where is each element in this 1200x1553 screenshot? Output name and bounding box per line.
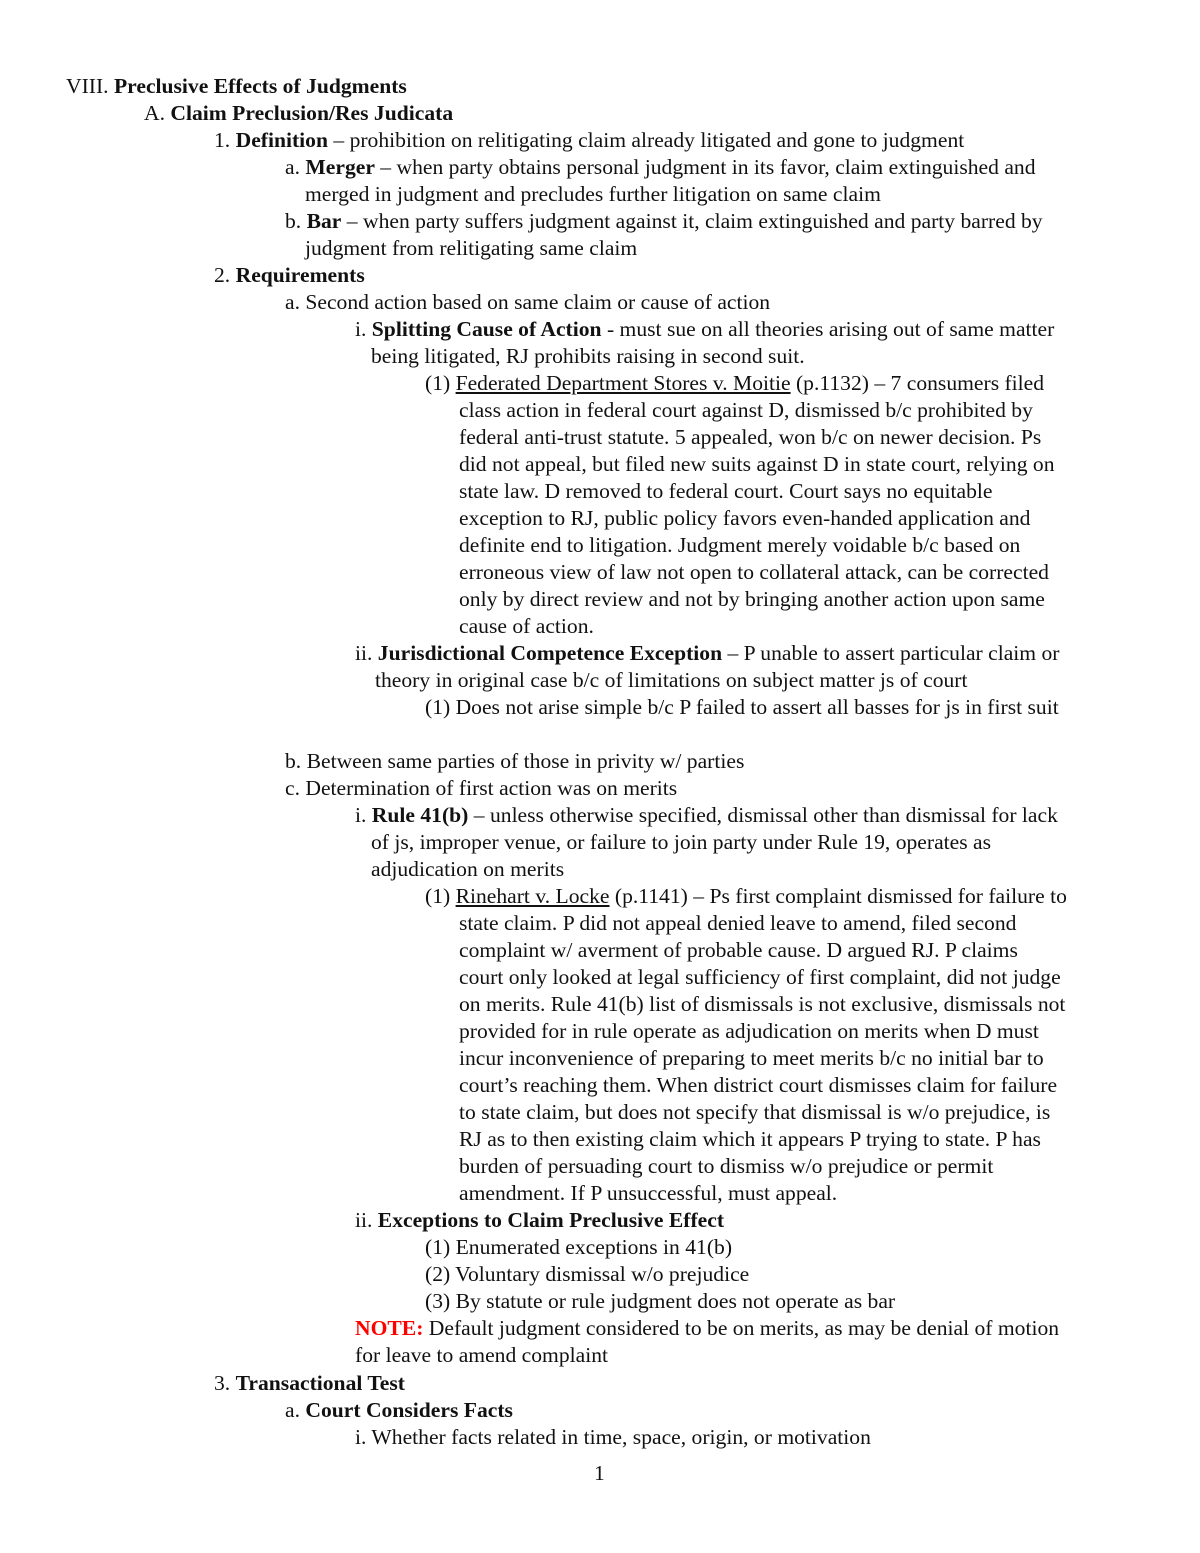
case-number: (1) (425, 884, 456, 908)
item-text: – P unable to assert particular claim or (722, 641, 1060, 665)
item-text: - must sue on all theories arising out of same matter (601, 317, 1055, 341)
item-term: Merger (305, 155, 375, 179)
heading-a (144, 100, 453, 127)
case-rinehart-line: incur inconvenience of preparing to meet merits b/c no initial bar to (459, 1046, 1044, 1070)
item-number: a. (285, 1398, 306, 1422)
case-moitie-line: federal anti-trust statute. 5 appealed, won b/c on newer decision. Ps (459, 425, 1042, 449)
item-splitting-cont: being litigated, RJ prohibits raising in second suit. (371, 344, 805, 368)
item-jurisdictional-cont: theory in original case b/c of limitations on subject matter js of court (375, 668, 968, 692)
page-number: 1 (594, 1461, 605, 1485)
item-term: Court Considers Facts (305, 1398, 513, 1422)
item-term: Requirements (235, 263, 365, 287)
item-term: Transactional Test (235, 1371, 405, 1395)
case-number: (1) (425, 371, 456, 395)
item-same-parties: b. Between same parties of those in privity w/ parties (285, 749, 745, 773)
case-name: Federated Department Stores v. Moitie (455, 371, 791, 395)
item-term: Splitting Cause of Action (371, 317, 602, 341)
item-rule-41b (355, 802, 1058, 829)
case-moitie-line: class action in federal court against D, dismissed b/c prohibited by (459, 398, 1033, 422)
item-number: ii. (355, 641, 378, 665)
item-term: Bar (306, 209, 342, 233)
item-on-merits: c. Determination of first action was on merits (285, 776, 678, 800)
item-bar-cont: judgment from relitigating same claim (305, 236, 638, 260)
exception-item: (3) By statute or rule judgment does not operate as bar (425, 1289, 896, 1313)
item-term: Definition (235, 128, 328, 152)
heading-number: VIII. (66, 74, 114, 98)
item-transactional-test (214, 1370, 405, 1397)
item-merger (285, 154, 1036, 181)
item-number: 3. (214, 1371, 236, 1395)
item-exceptions (355, 1207, 724, 1234)
case-text: (p.1141) – Ps first complaint dismissed for failure to (609, 884, 1067, 908)
item-term: Jurisdictional Competence Exception (377, 641, 723, 665)
item-merger-cont: merged in judgment and precludes further litigation on same claim (305, 182, 881, 206)
heading-title: Preclusive Effects of Judgments (113, 74, 407, 98)
case-moitie-line: only by direct review and not by bringing another action upon same (459, 587, 1045, 611)
case-rinehart (425, 883, 1067, 910)
item-number: 1. (214, 128, 236, 152)
item-number: b. (285, 209, 307, 233)
item-number: i. (355, 317, 372, 341)
item-definition (214, 127, 964, 154)
item-text: – when party obtains personal judgment in its favor, claim extinguished and (374, 155, 1036, 179)
case-rinehart-line: burden of persuading court to dismiss w/o prejudice or permit (459, 1154, 994, 1178)
item-number: ii. (355, 1208, 378, 1232)
item-number: i. (355, 803, 372, 827)
case-moitie-line: state law. D removed to federal court. Court says no equitable (459, 479, 993, 503)
case-moitie (425, 370, 1044, 397)
case-rinehart-line: court’s reaching them. When district court dismisses claim for failure (459, 1073, 1058, 1097)
case-rinehart-line: complaint w/ averment of probable cause. D argued RJ. P claims (459, 938, 1018, 962)
item-jurisdictional-sub: (1) Does not arise simple b/c P failed to assert all basses for js in first suit (425, 695, 1059, 719)
case-moitie-line: did not appeal, but filed new suits against D in state court, relying on (459, 452, 1055, 476)
case-rinehart-line: state claim. P did not appeal denied leave to amend, filed second (459, 911, 1017, 935)
item-splitting (355, 316, 1054, 343)
exception-item: (1) Enumerated exceptions in 41(b) (425, 1235, 733, 1259)
item-rule-41b-cont: adjudication on merits (371, 857, 565, 881)
item-term: Exceptions to Claim Preclusive Effect (377, 1208, 725, 1232)
exception-item: (2) Voluntary dismissal w/o prejudice (425, 1262, 750, 1286)
case-rinehart-line: provided for in rule operate as adjudication on merits when D must (459, 1019, 1039, 1043)
heading-viii (66, 73, 407, 100)
case-moitie-line: definite end to litigation. Judgment merely voidable b/c based on (459, 533, 1021, 557)
note-cont: for leave to amend complaint (355, 1343, 609, 1367)
item-number: 2. (214, 263, 236, 287)
case-text: (p.1132) – 7 consumers filed (790, 371, 1045, 395)
item-bar (285, 208, 1043, 235)
item-rule-41b-cont: of js, improper venue, or failure to join party under Rule 19, operates as (371, 830, 992, 854)
case-moitie-line: erroneous view of law not open to collateral attack, can be corrected (459, 560, 1049, 584)
item-jurisdictional (355, 640, 1059, 667)
case-moitie-line: exception to RJ, public policy favors even-handed application and (459, 506, 1031, 530)
item-text: – when party suffers judgment against it, claim extinguished and party barred by (341, 209, 1043, 233)
case-rinehart-line: amendment. If P unsuccessful, must appeal. (459, 1181, 838, 1205)
item-text: – unless otherwise specified, dismissal other than dismissal for lack (468, 803, 1058, 827)
case-moitie-line: cause of action. (459, 614, 594, 638)
item-number: a. (285, 155, 306, 179)
note (355, 1315, 1059, 1342)
heading-number: A. (144, 101, 171, 125)
item-same-claim: a. Second action based on same claim or cause of action (285, 290, 771, 314)
item-facts-related: i. Whether facts related in time, space, origin, or motivation (355, 1425, 871, 1449)
case-rinehart-line: to state claim, but does not specify that dismissal is w/o prejudice, is (459, 1100, 1051, 1124)
item-text: – prohibition on relitigating claim already litigated and gone to judgment (327, 128, 965, 152)
case-rinehart-line: on merits. Rule 41(b) list of dismissals is not exclusive, dismissals not (459, 992, 1066, 1016)
case-rinehart-line: court only looked at legal sufficiency of first complaint, did not judge (459, 965, 1061, 989)
item-court-considers (285, 1397, 513, 1424)
item-term: Rule 41(b) (371, 803, 469, 827)
note-text: Default judgment considered to be on merits, as may be denial of motion (423, 1316, 1060, 1340)
case-rinehart-line: RJ as to then existing claim which it appears P trying to state. P has (459, 1127, 1041, 1151)
heading-title: Claim Preclusion/Res Judicata (170, 101, 454, 125)
note-label: NOTE: (355, 1316, 424, 1340)
item-requirements (214, 262, 365, 289)
case-name: Rinehart v. Locke (455, 884, 610, 908)
